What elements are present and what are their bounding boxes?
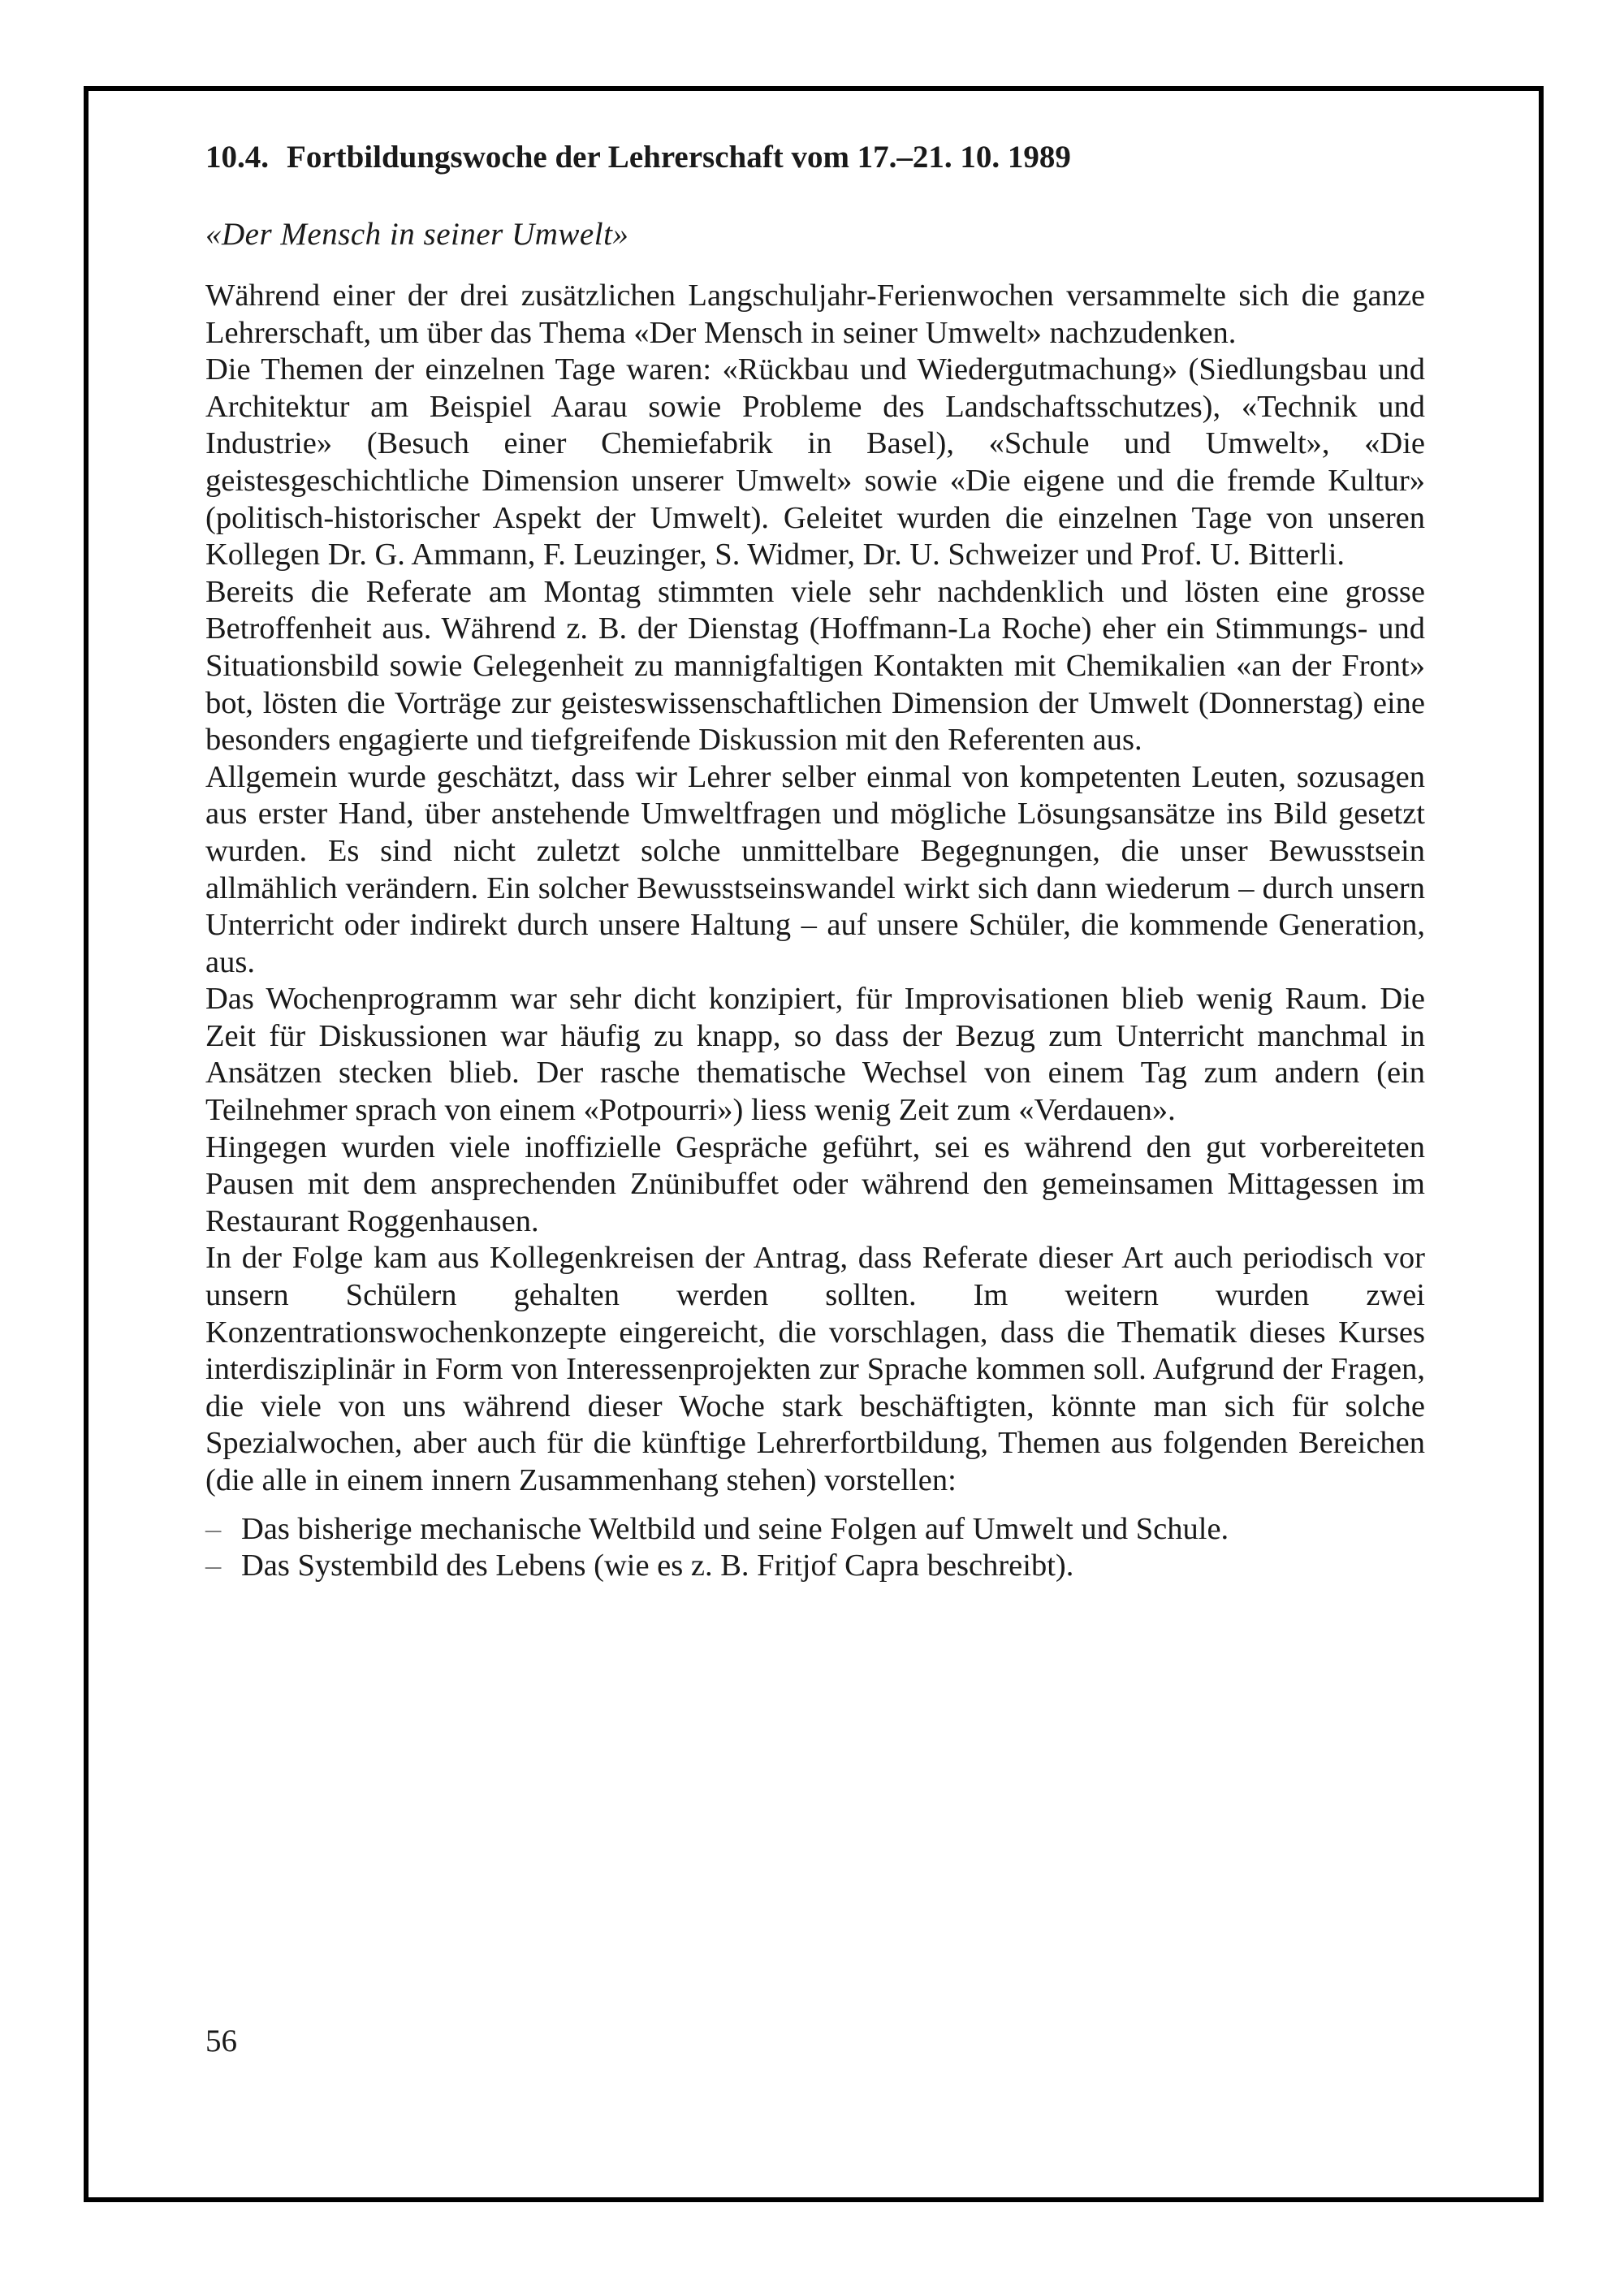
section-heading <box>205 138 1425 177</box>
page-content <box>205 138 1425 1585</box>
paragraph-conversations: Hingegen wurden viele inoffizielle Gespräche geführt, sei es während den gut vorbereiteten Pausen mit dem ansprechenden Znünibuffet oder während den gemeinsamen Mittagessen im Restaurant Roggenhausen. <box>205 1130 1425 1238</box>
section-number: 10.4. <box>205 140 269 175</box>
list-item <box>205 1511 1425 1549</box>
list-dash: – <box>205 1511 222 1546</box>
page-number: 56 <box>205 2024 237 2058</box>
paragraph-program: Das Wochenprogramm war sehr dicht konzipiert, für Improvisationen blieb wenig Raum. Die Zeit für Diskussionen war häufig zu knapp, so dass der Bezug zum Unterricht manchmal in Ansätzen stecken blieb. Der rasche thematische Wechsel von einem Tag zum andern (ein Teilnehmer sprach von einem «Potpourri») liess wenig Zeit zum «Verdauen». <box>205 982 1425 1128</box>
section-subtitle: «Der Mensch in seiner Umwelt» <box>205 217 629 252</box>
paragraph-intro: Während einer der drei zusätzlichen Langschuljahr-Ferienwochen versammelte sich die ganze Lehrerschaft, um über das Thema «Der Mensch in seiner Umwelt» nachzudenken. <box>205 279 1425 350</box>
paragraph-assessment: Allgemein wurde geschätzt, dass wir Lehrer selber einmal von kompetenten Leuten, sozusagen aus erster Hand, über anstehende Umweltfragen und mögliche Lösungsansätze ins Bild gesetzt wurden. Es sind nicht zuletzt solche unmittelbare Begegnungen, die unser Bewusstsein allmählich verändern. Ein solcher Bewusstseinswandel wirkt sich dann wiederum – durch unsern Unterricht oder indirekt durch unsere Haltung – auf unsere Schüler, die kommende Generation, aus. <box>205 759 1425 979</box>
paragraph-themes: Die Themen der einzelnen Tage waren: «Rückbau und Wiedergutmachung» (Siedlungsbau und Architektur am Beispiel Aarau sowie Probleme des Landschaftsschutzes), «Technik und Industrie» (Besuch einer Chemiefabrik in Basel), «Schule und Umwelt», «Die geistesgeschichtliche Dimension unserer Umwelt» sowie «Die eigene und die fremde Kultur» (politisch-historischer Aspekt der Umwelt). Geleitet wurden die einzelnen Tage von unseren Kollegen Dr. G. Ammann, F. Leuzinger, S. Widmer, Dr. U. Schweizer und Prof. U. Bitterli. <box>205 352 1425 572</box>
list-dash: – <box>205 1549 222 1583</box>
paragraph-followup: In der Folge kam aus Kollegenkreisen der Antrag, dass Referate dieser Art auch periodisch vor unsern Schülern gehalten werden sollten. Im weitern wurden zwei Konzentrationswochenkonzepte eingereicht, die vorschlagen, dass die Thematik dieses Kurses interdisziplinär in Form von Interessenprojekten zur Sprache kommen soll. Aufgrund der Fragen, die viele von uns während dieser Woche stark beschäftigten, könnte man sich für solche Spezialwochen, aber auch für die künftige Lehrerfortbildung, Themen aus folgenden Bereichen (die alle in einem innern Zusammenhang stehen) vorstellen: <box>205 1241 1425 1497</box>
list-item-text: Das Systembild des Lebens (wie es z. B. Fritjof Capra beschreibt). <box>241 1549 1074 1583</box>
section-title: Fortbildungswoche der Lehrerschaft vom 17.–21. 10. 1989 <box>287 140 1071 175</box>
scan-border-bottom <box>84 2197 1544 2202</box>
list-item <box>205 1548 1425 1585</box>
list-item-text: Das bisherige mechanische Weltbild und seine Folgen auf Umwelt und Schule. <box>241 1511 1229 1546</box>
paragraph-referate: Bereits die Referate am Montag stimmten viele sehr nachdenklich und lösten eine grosse Betroffenheit aus. Während z. B. der Dienstag (Hoffmann-La Roche) eher ein Stimmungs- und Situationsbild sowie Gelegenheit zu mannigfaltigen Kontakten mit Chemikalien «an der Front» bot, lösten die Vorträge zur geisteswissenschaftlichen Dimension der Umwelt (Donnerstag) eine besonders engagierte und tiefgreifende Diskussion mit den Referenten aus. <box>205 574 1425 758</box>
topic-list <box>205 1511 1425 1585</box>
scan-border-right <box>1539 86 1544 2202</box>
body-text <box>205 278 1425 1585</box>
